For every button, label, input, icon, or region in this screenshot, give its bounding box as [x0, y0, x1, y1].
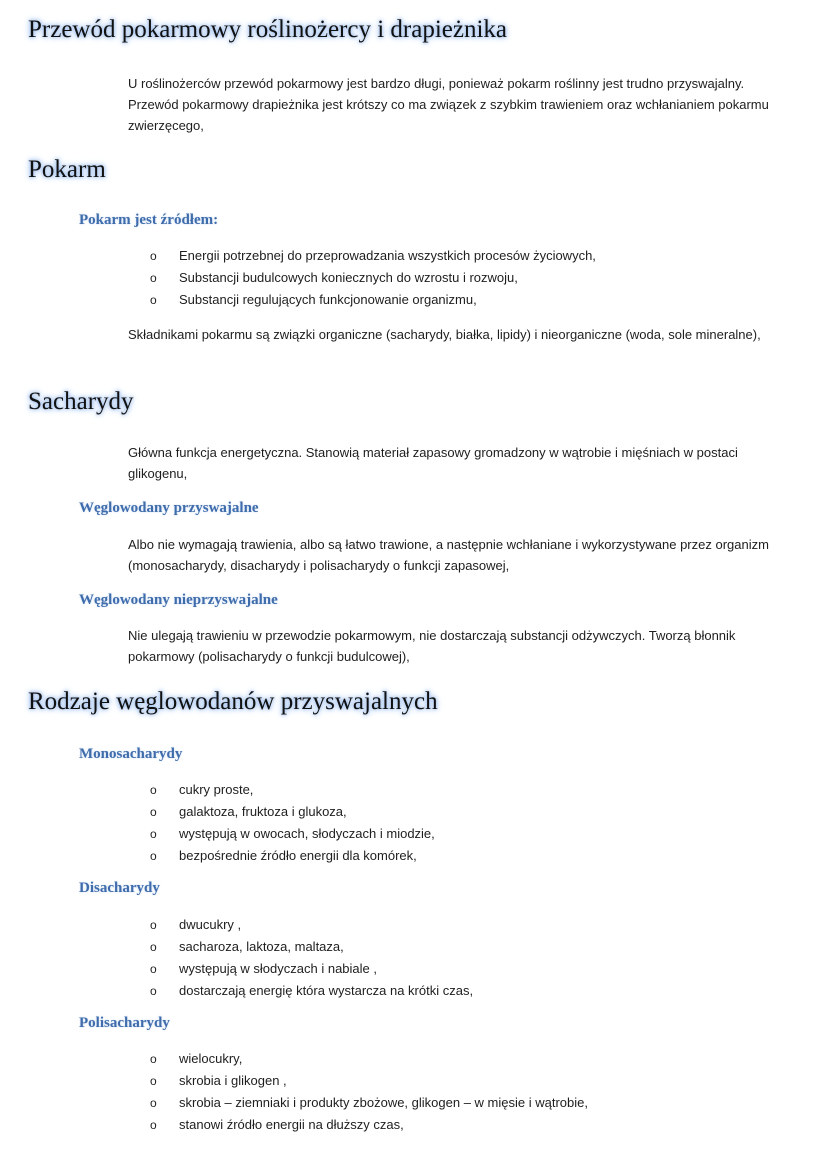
list-item: o Substancji budulcowych koniecznych do wzrostu i rozwoju, [150, 267, 596, 289]
bullet-icon: o [150, 1052, 157, 1066]
list-item: o Substancji regulujących funkcjonowanie organizmu, [150, 289, 596, 311]
list-item: o cukry proste, [150, 779, 435, 801]
subheading-weglowodany-przyswajalne: Węglowodany przyswajalne [79, 500, 259, 516]
list-item: o występują w słodyczach i nabiale , [150, 958, 473, 980]
list-item: o Energii potrzebnej do przeprowadzania wszystkich procesów życiowych, [150, 245, 596, 267]
bullet-icon: o [150, 249, 157, 263]
list-item: o wielocukry, [150, 1048, 588, 1070]
paragraph-sacharydy: Główna funkcja energetyczna. Stanowią materiał zapasowy gromadzony w wątrobie i mięśniach w postaci glikogenu, [128, 445, 738, 481]
bullet-icon: o [150, 1074, 157, 1088]
list-item: o sacharoza, laktoza, maltaza, [150, 936, 473, 958]
bullet-icon: o [150, 984, 157, 998]
bullet-icon: o [150, 849, 157, 863]
bullet-icon: o [150, 827, 157, 841]
paragraph-weglowodany-nieprzyswajalne: Nie ulegają trawieniu w przewodzie pokarmowym, nie dostarczają substancji odżywczych. Tworzą błonnik pokarmowy (polisacharydy o funkcji budulcowej), [128, 628, 736, 664]
paragraph-weglowodany-przyswajalne: Albo nie wymagają trawienia, albo są łatwo trawione, a następnie wchłaniane i wykorzystywane przez organizm (monosacharydy, disacharydy i polisacharydy o funkcji zapasowej, [128, 537, 769, 573]
list-item: o dostarczają energię która wystarcza na krótki czas, [150, 980, 473, 1002]
subheading-disacharydy: Disacharydy [79, 880, 160, 896]
list-item: o galaktoza, fruktoza i glukoza, [150, 801, 435, 823]
list-item: o skrobia i glikogen , [150, 1070, 588, 1092]
subheading-polisacharydy: Polisacharydy [79, 1015, 170, 1031]
paragraph-przewod-pokarmowy: U roślinożerców przewód pokarmowy jest bardzo długi, ponieważ pokarm roślinny jest trudno przyswajalny. Przewód pokarmowy drapieżnika jest krótszy co ma związek z szybkim trawieniem oraz wchłanianiem pokarmu zwierzęcego, [128, 76, 769, 133]
bullet-icon: o [150, 1096, 157, 1110]
list-item: o dwucukry , [150, 914, 473, 936]
paragraph-skladniki-pokarmu: Składnikami pokarmu są związki organiczne (sacharydy, białka, lipidy) i nieorganiczne (woda, sole mineralne), [128, 327, 761, 342]
subheading-pokarm-zrodlem: Pokarm jest źródłem: [79, 212, 219, 228]
list-monosacharydy [150, 779, 435, 867]
bullet-icon: o [150, 293, 157, 307]
heading-sacharydy: Sacharydy [28, 388, 134, 415]
list-item: o skrobia – ziemniaki i produkty zbożowe, glikogen – w mięsie i wątrobie, [150, 1092, 588, 1114]
list-item: o bezpośrednie źródło energii dla komórek, [150, 845, 435, 867]
bullet-icon: o [150, 783, 157, 797]
list-disacharydy [150, 914, 473, 1002]
heading-przewod-pokarmowy: Przewód pokarmowy roślinożercy i drapieżnika [28, 16, 508, 43]
bullet-icon: o [150, 962, 157, 976]
bullet-icon: o [150, 271, 157, 285]
bullet-icon: o [150, 918, 157, 932]
bullet-icon: o [150, 1118, 157, 1132]
subheading-weglowodany-nieprzyswajalne: Węglowodany nieprzyswajalne [79, 592, 278, 608]
list-item: o występują w owocach, słodyczach i miodzie, [150, 823, 435, 845]
list-polisacharydy [150, 1048, 588, 1136]
list-item: o stanowi źródło energii na dłuższy czas, [150, 1114, 588, 1136]
bullet-icon: o [150, 805, 157, 819]
heading-rodzaje-weglowodanow: Rodzaje węglowodanów przyswajalnych [28, 688, 438, 715]
list-pokarm-zrodlem [150, 245, 596, 311]
subheading-monosacharydy: Monosacharydy [79, 746, 183, 762]
bullet-icon: o [150, 940, 157, 954]
heading-pokarm: Pokarm [28, 156, 106, 183]
